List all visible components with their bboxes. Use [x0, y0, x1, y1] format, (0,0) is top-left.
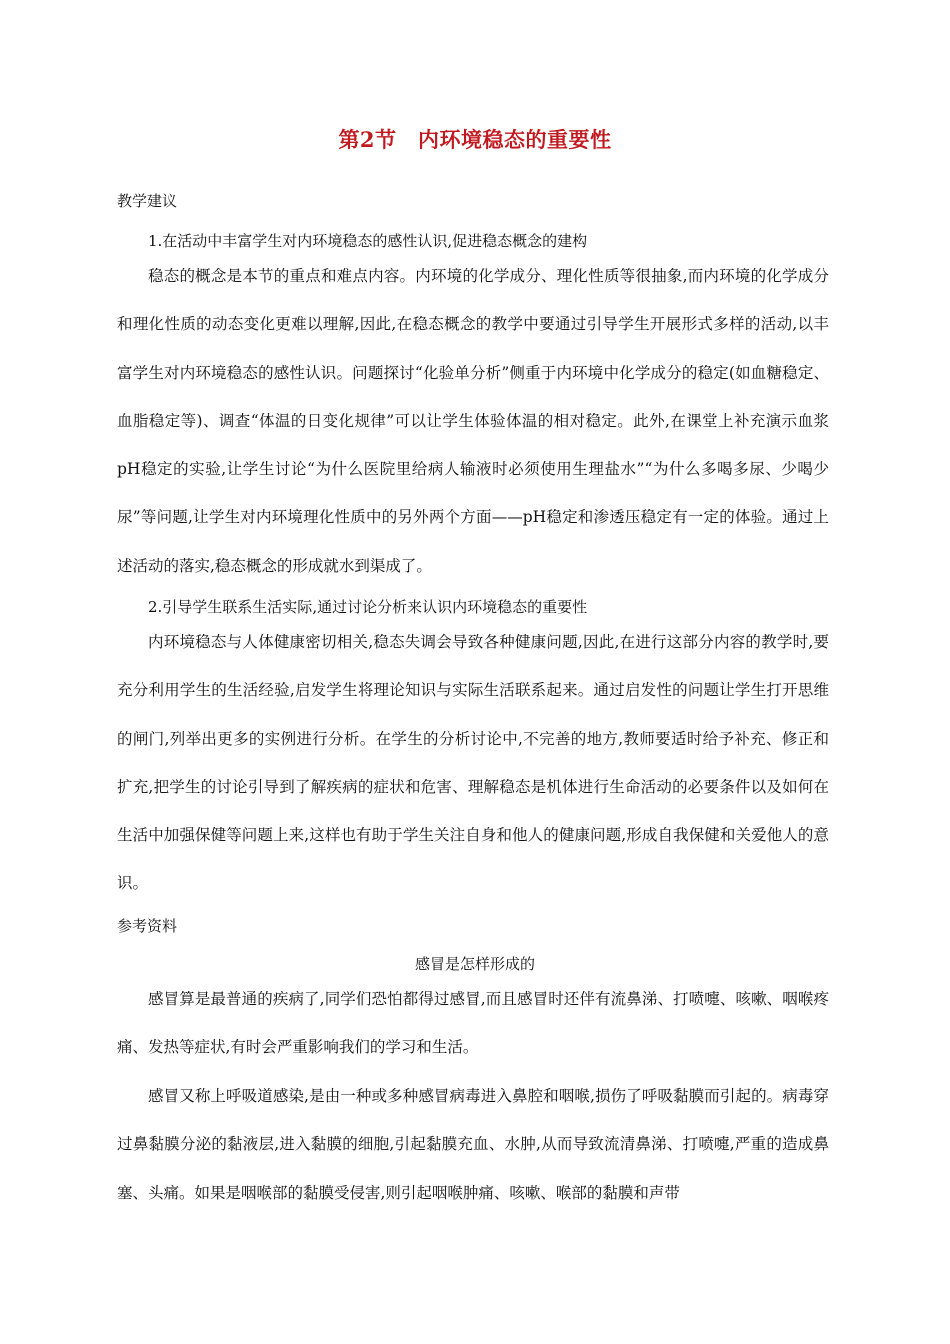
point-body-1: 稳态的概念是本节的重点和难点内容。内环境的化学成分、理化性质等很抽象,而内环境的化学成分和理化性质的动态变化更难以理解,因此,在稳态概念的教学中要通过引导学生开展形式多样的活动,以丰富学生对内环境稳态的感性认识。问题探讨“化验单分析”侧重于内环境中化学成分的稳定(如血糖稳定、血脂稳定等)、调查“体温的日变化规律”可以让学生体验体温的相对稳定。此外,在课堂上补充演示血浆pH稳定的实验,让学生讨论“为什么医院里给病人输液时必须使用生理盐水”“为什么多喝多尿、少喝少尿”等问题,让学生对内环境理化性质中的另外两个方面——pH稳定和渗透压稳定有一定的体验。通过上述活动的落实,稳态概念的形成就水到渠成了。 [117, 267, 829, 575]
point-heading-2: 2.引导学生联系生活实际,通过讨论分析来认识内环境稳态的重要性 [148, 598, 588, 616]
section-label-reference: 参考资料 [117, 917, 178, 935]
section-label-teaching-advice: 教学建议 [117, 192, 178, 210]
point-body-2: 内环境稳态与人体健康密切相关,稳态失调会导致各种健康问题,因此,在进行这部分内容的教学时,要充分利用学生的生活经验,启发学生将理论知识与实际生活联系起来。通过启发性的问题让学生打开思维的闸门,列举出更多的实例进行分析。在学生的分析讨论中,不完善的地方,教师要适时给予补充、修正和扩充,把学生的讨论引导到了解疾病的症状和危害、理解稳态是机体进行生命活动的必要条件以及如何在生活中加强保健等问题上来,这样也有助于学生关注自身和他人的健康问题,形成自我保健和关爱他人的意识。 [117, 633, 829, 893]
article-title: 感冒是怎样形成的 [414, 955, 535, 973]
article-paragraph-1: 感冒算是最普通的疾病了,同学们恐怕都得过感冒,而且感冒时还伴有流鼻涕、打喷嚏、咳嗽、咽喉疼痛、发热等症状,有时会严重影响我们的学习和生活。 [117, 990, 829, 1057]
point-heading-1: 1.在活动中丰富学生对内环境稳态的感性认识,促进稳态概念的建构 [148, 232, 588, 250]
page-title: 第2节 内环境稳态的重要性 [338, 127, 612, 152]
article-paragraph-2: 感冒又称上呼吸道感染,是由一种或多种感冒病毒进入鼻腔和咽喉,损伤了呼吸黏膜而引起的。病毒穿过鼻黏膜分泌的黏液层,进入黏膜的细胞,引起黏膜充血、水肿,从而导致流清鼻涕、打喷嚏,严重的造成鼻塞、头痛。如果是咽喉部的黏膜受侵害,则引起咽喉肿痛、咳嗽、喉部的黏膜和声带 [117, 1087, 829, 1202]
